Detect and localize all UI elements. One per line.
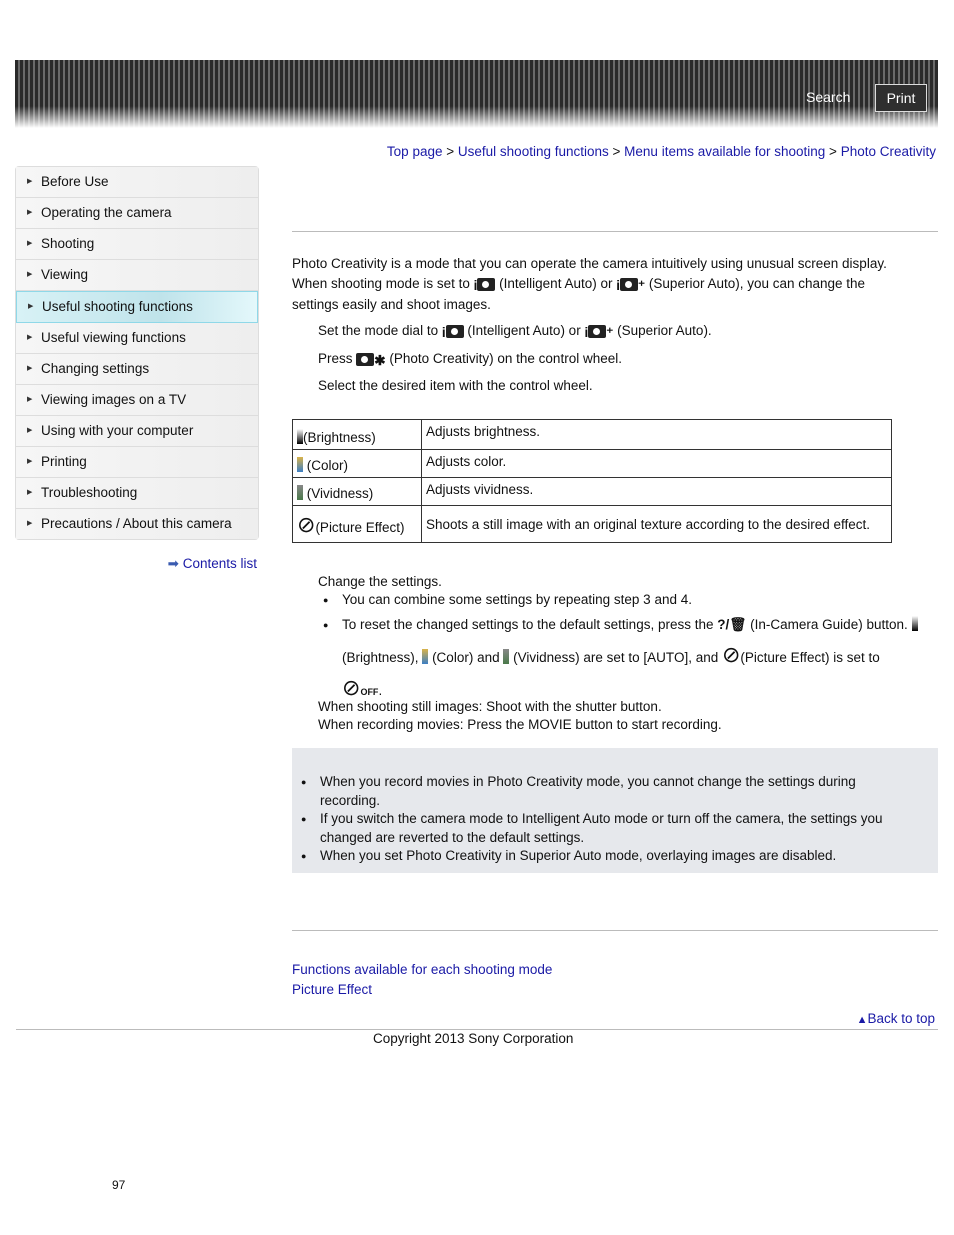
breadcrumb-separator: > [829, 144, 837, 159]
page-number: 97 [112, 1178, 126, 1192]
arrow-icon: ▶ [27, 458, 33, 465]
sidebar-item-label: Printing [41, 454, 87, 469]
intelligent-auto-icon: i [442, 320, 464, 346]
sidebar-item-viewing[interactable] [16, 260, 258, 291]
arrow-icon: ▶ [27, 271, 33, 278]
sidebar-item-label: Viewing [41, 267, 89, 282]
list-item: ● You can combine some settings by repeating step 3 and 4. [314, 591, 938, 610]
step-text: Press [318, 351, 353, 366]
sidebar-item-before-use[interactable] [16, 167, 258, 198]
arrow-icon: ▶ [27, 365, 33, 372]
intro [292, 254, 942, 315]
sidebar-item-label: Using with your computer [41, 423, 194, 438]
sidebar-item-useful-shooting[interactable] [16, 291, 258, 323]
table-row [293, 478, 892, 506]
back-to-top-link[interactable] [857, 1011, 935, 1026]
list-item: ● When you record movies in Photo Creativity mode, you cannot change the settings during recording. [292, 773, 912, 810]
sidebar-item-computer[interactable] [16, 416, 258, 447]
step-text: Change the settings. [318, 574, 442, 589]
superior-auto-icon: i ⁺ [616, 277, 646, 293]
arrow-icon: ▶ [27, 489, 33, 496]
table-cell: Adjusts vividness. [426, 482, 534, 497]
vividness-icon [503, 649, 509, 664]
step-4 [318, 572, 938, 707]
intro-text: (Intelligent Auto) or [499, 275, 613, 291]
arrow-icon: ▶ [27, 240, 33, 247]
breadcrumb [387, 144, 936, 159]
arrow-right-icon: ➡ [167, 556, 179, 571]
breadcrumb-top-page[interactable]: Top page [386, 144, 443, 159]
vividness-icon [297, 485, 303, 500]
sidebar-item-shooting[interactable] [16, 229, 258, 260]
arrow-icon: ▶ [28, 303, 34, 310]
sidebar-item-label: Changing settings [41, 361, 150, 376]
table-cell: (Picture Effect) [315, 520, 405, 535]
step-text: When recording movies: Press the MOVIE button to start recording. [318, 717, 722, 732]
triangle-up-icon: ▲ [856, 1014, 868, 1026]
table-row [293, 450, 892, 478]
arrow-icon: ▶ [27, 396, 33, 403]
list-text: (Brightness), [342, 649, 419, 665]
print-button[interactable]: Print [875, 84, 927, 112]
sidebar-item-troubleshooting[interactable] [16, 478, 258, 509]
sidebar-item-label: Viewing images on a TV [41, 392, 187, 407]
related-link-functions[interactable]: Functions available for each shooting mode [292, 962, 553, 977]
breadcrumb-photo-creativity[interactable]: Photo Creativity [840, 144, 936, 159]
table-cell: Adjusts color. [426, 454, 507, 469]
steps [318, 318, 712, 398]
arrow-icon: ▶ [27, 209, 33, 216]
intro-text: settings easily and shoot images. [292, 297, 491, 312]
breadcrumb-separator: > [612, 144, 621, 159]
header-banner [15, 60, 938, 128]
table-row [293, 506, 892, 543]
divider [292, 231, 938, 232]
note-box [292, 748, 938, 873]
sidebar-item-operating[interactable] [16, 198, 258, 229]
table-cell: Shoots a still image with an original texture according to the desired effect. [426, 516, 870, 532]
list-text: (In-Camera Guide) button. [750, 616, 908, 632]
sidebar-item-tv[interactable] [16, 385, 258, 416]
step-5 [318, 698, 722, 734]
color-icon [297, 457, 303, 472]
settings-table [292, 419, 892, 543]
list-text: To reset the changed settings to the default settings, press the [342, 616, 714, 632]
arrow-icon: ▶ [27, 178, 33, 185]
step-text: (Superior Auto). [617, 323, 712, 338]
sidebar-item-precautions[interactable] [16, 509, 258, 539]
sidebar-item-changing-settings[interactable] [16, 354, 258, 385]
contents-list-label: Contents list [182, 556, 257, 571]
table-row [293, 420, 892, 450]
sidebar-item-label: Operating the camera [41, 205, 172, 220]
list-text: (Color) and [432, 649, 500, 665]
picture-effect-icon: ⊘ [721, 641, 741, 667]
table-cell: Adjusts brightness. [426, 424, 541, 439]
sidebar-item-useful-viewing[interactable] [16, 323, 258, 354]
photo-creativity-icon: ✱ [356, 348, 385, 374]
step-text: (Photo Creativity) on the control wheel. [389, 351, 622, 366]
sidebar-item-label: Troubleshooting [41, 485, 138, 500]
related-links [292, 960, 552, 1000]
list-item: ● When you set Photo Creativity in Superior Auto mode, overlaying images are disabled. [292, 847, 912, 866]
table-cell: (Color) [306, 458, 349, 473]
table-cell: (Vividness) [306, 486, 374, 501]
intro-text: Photo Creativity is a mode that you can operate the camera intuitively using unusual screen display. [292, 256, 887, 271]
step-text: Select the desired item with the control wheel. [318, 378, 593, 393]
breadcrumb-separator: > [446, 144, 455, 159]
sidebar [15, 166, 259, 540]
in-camera-guide-icon: ?/🗑 [717, 616, 747, 632]
brightness-icon [912, 616, 918, 631]
sidebar-item-label: Shooting [41, 236, 95, 251]
divider [16, 1029, 938, 1030]
related-link-picture-effect[interactable]: Picture Effect [292, 982, 373, 997]
copyright: Copyright 2013 Sony Corporation [373, 1031, 574, 1046]
sidebar-item-label: Precautions / About this camera [41, 516, 232, 531]
list-text: (Picture Effect) is set to [740, 649, 880, 665]
sidebar-item-printing[interactable] [16, 447, 258, 478]
step-text: Set the mode dial to [318, 323, 439, 338]
arrow-icon: ▶ [27, 334, 33, 341]
table-cell: (Brightness) [303, 430, 376, 445]
breadcrumb-menu-items[interactable]: Menu items available for shooting [624, 144, 826, 159]
contents-list-link[interactable] [168, 556, 257, 572]
search-link[interactable]: Search [806, 89, 851, 105]
step-text: (Intelligent Auto) or [467, 323, 581, 338]
color-icon [422, 649, 428, 664]
list-item: ● If you switch the camera mode to Intelligent Auto mode or turn off the camera, the settings you changed are reverted to the default settings. [292, 810, 912, 847]
divider [292, 930, 938, 931]
list-item: ● To reset the changed settings to the default settings, press the ?/🗑 (In-Camera Guide) button. (Brightness), (Color) and (Vividness) are set to [AUTO], and ⊘(Picture Effect) is set to ⊘OFF. [314, 610, 938, 707]
sidebar-item-label: Useful viewing functions [41, 330, 186, 345]
list-text: (Vividness) are set to [AUTO], and [513, 649, 719, 665]
arrow-icon: ▶ [27, 427, 33, 434]
intro-text: When shooting mode is set to [292, 275, 470, 291]
intelligent-auto-icon: i [474, 276, 496, 296]
picture-effect-icon: ⊘ [297, 512, 316, 537]
sidebar-item-label: Before Use [41, 174, 109, 189]
sidebar-item-label: Useful shooting functions [42, 299, 193, 314]
step-text: When shooting still images: Shoot with the shutter button. [318, 699, 662, 714]
breadcrumb-useful-shooting[interactable]: Useful shooting functions [457, 144, 609, 159]
superior-auto-icon: i ⁺ [584, 325, 614, 340]
arrow-icon: ▶ [27, 520, 33, 527]
back-to-top-label: Back to top [867, 1011, 935, 1026]
picture-effect-off-icon: ⊘OFF [342, 674, 379, 700]
intro-text: (Superior Auto), you can change the [648, 275, 866, 291]
